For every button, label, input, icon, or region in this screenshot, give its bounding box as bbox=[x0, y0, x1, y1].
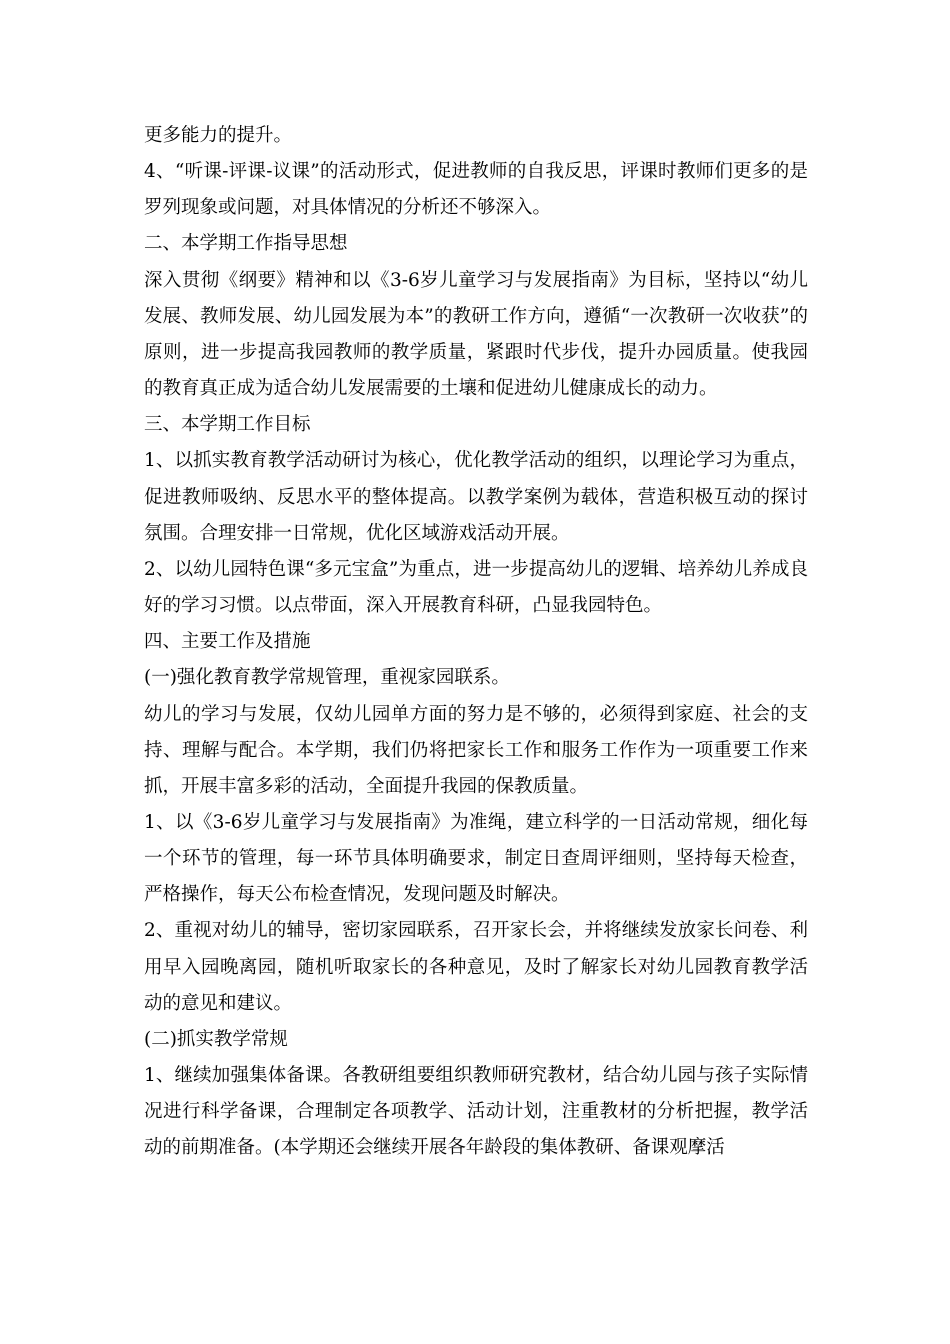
paragraph: 更多能力的提升。 bbox=[144, 125, 293, 146]
paragraph: 1、以抓实教育教学活动研讨为核心，优化教学活动的组织，以理论学习为重点，促进教师吸纳、反思水平的整体提高。以教学案例为载体，营造积极互动的探讨氛围。合理安排一日常规，优化区域游戏活动开展。 bbox=[144, 450, 808, 544]
section-heading: 四、主要工作及措施 bbox=[144, 631, 311, 653]
paragraph: 1、以《3-6岁儿童学习与发展指南》为准绳，建立科学的一日活动常规，细化每一个环节的管理，每一环节具体明确要求，制定日查周评细则，坚持每天检查，严格操作，每天公布检查情况，发现问题及时解决。 bbox=[144, 811, 808, 906]
paragraph: 1、继续加强集体备课。各教研组要组织教师研究教材，结合幼儿园与孩子实际情况进行科学备课，合理制定各项教学、活动计划，注重教材的分析把握，教学活动的前期准备。(本学期还会继续开展各年龄段的集体教研、备课观摩活 bbox=[144, 1065, 808, 1159]
document-body bbox=[144, 118, 808, 1167]
paragraph: 4、“听课-评课-议课”的活动形式，促进教师的自我反思，评课时教师们更多的是罗列现象或问题，对具体情况的分析还不够深入。 bbox=[144, 161, 808, 219]
section-heading: 三、本学期工作目标 bbox=[144, 414, 311, 436]
paragraph: 幼儿的学习与发展，仅幼儿园单方面的努力是不够的，必须得到家庭、社会的支持、理解与配合。本学期，我们仍将把家长工作和服务工作作为一项重要工作来抓，开展丰富多彩的活动，全面提升我园的保教质量。 bbox=[144, 703, 808, 797]
subsection-heading: (二)抓实教学常规 bbox=[144, 1028, 288, 1050]
paragraph: 深入贯彻《纲要》精神和以《3-6岁儿童学习与发展指南》为目标，坚持以“幼儿发展、教师发展、幼儿园发展为本”的教研工作方向，遵循“一次教研一次收获”的原则，进一步提高我园教师的教学质量，紧跟时代步伐，提升办园质量。使我园的教育真正成为适合幼儿发展需要的土壤和促进幼儿健康成长的动力。 bbox=[144, 269, 808, 400]
section-heading: 二、本学期工作指导思想 bbox=[144, 233, 348, 255]
paragraph: 2、重视对幼儿的辅导，密切家园联系，召开家长会，并将继续发放家长问卷、利用早入园晚离园，随机听取家长的各种意见，及时了解家长对幼儿园教育教学活动的意见和建议。 bbox=[144, 920, 808, 1014]
paragraph: 2、以幼儿园特色课“多元宝盒”为重点，进一步提高幼儿的逻辑、培养幼儿养成良好的学习习惯。以点带面，深入开展教育科研，凸显我园特色。 bbox=[144, 558, 808, 617]
subsection-heading: (一)强化教育教学常规管理，重视家园联系。 bbox=[144, 667, 510, 689]
